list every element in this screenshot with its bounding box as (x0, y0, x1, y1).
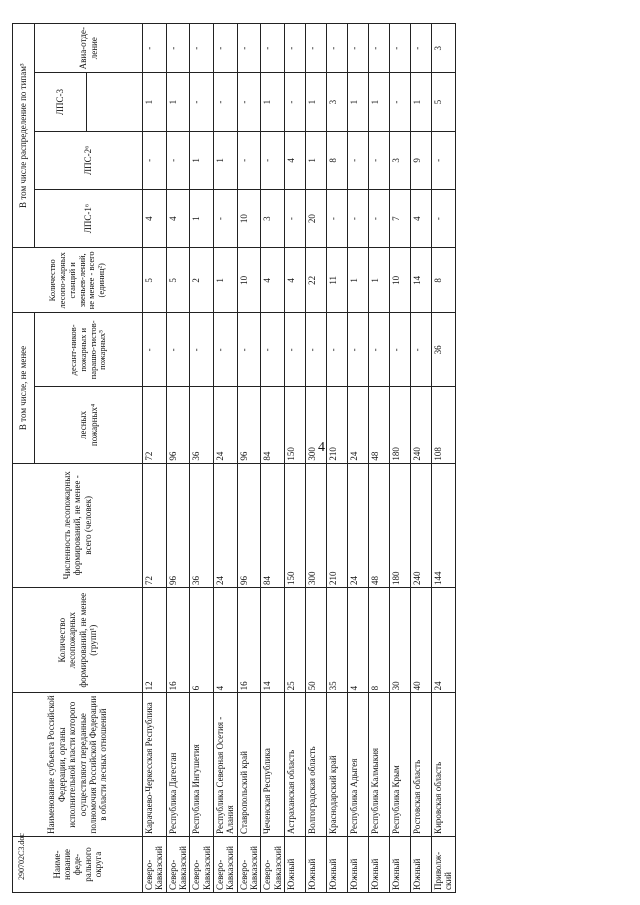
lps1-cell: - (369, 190, 390, 248)
stations-cell: 1 (348, 248, 369, 313)
avia-cell: - (190, 24, 214, 73)
paratroopers-cell: 36 (432, 313, 456, 387)
header-lps1: ЛПС-1⁶ (35, 190, 143, 248)
subject-cell: Республика Ингушетия (190, 693, 214, 837)
subject-cell: Ставропольский край (237, 693, 261, 837)
forest-fire-cell: 96 (166, 387, 190, 463)
lps3-cell: 1 (261, 73, 285, 131)
groups-cell: 16 (237, 588, 261, 693)
page-number: 4 (318, 440, 325, 455)
lps3-cell: 5 (432, 73, 456, 131)
lps3-cell: - (190, 73, 214, 131)
lps1-cell: 1 (190, 190, 214, 248)
forest-fire-cell: 48 (369, 387, 390, 463)
lps2-cell: - (166, 131, 190, 189)
avia-cell: - (369, 24, 390, 73)
staff-cell: 300 (306, 463, 327, 587)
avia-cell: - (237, 24, 261, 73)
lps2-cell: 1 (306, 131, 327, 189)
stations-cell: 8 (432, 248, 456, 313)
district-cell: Южный (369, 836, 390, 892)
subject-cell: Республика Северная Осетия - Алания (214, 693, 238, 837)
groups-cell: 35 (327, 588, 348, 693)
table-row (190, 24, 214, 893)
header-stations: Количество лесопо-жарных станций и звеньев-лений, не менее - всего (единиц²) (13, 248, 143, 313)
subject-cell: Ростовская область (411, 693, 432, 837)
groups-cell: 50 (306, 588, 327, 693)
stations-cell: 22 (306, 248, 327, 313)
lps2-cell: 8 (327, 131, 348, 189)
staff-cell: 84 (261, 463, 285, 587)
lps3-cell: - (237, 73, 261, 131)
avia-cell: - (285, 24, 306, 73)
lps1-cell: 10 (237, 190, 261, 248)
table-row (143, 24, 167, 893)
subject-cell: Республика Дагестан (166, 693, 190, 837)
subject-cell: Кировская область (432, 693, 456, 837)
table-row (306, 24, 327, 893)
stations-cell: 1 (369, 248, 390, 313)
stations-cell: 1 (214, 248, 238, 313)
header-district: Наиме-нование феде-рального округа (13, 836, 143, 892)
paratroopers-cell: - (411, 313, 432, 387)
avia-cell: - (166, 24, 190, 73)
district-cell: Северо-Кавказский (261, 836, 285, 892)
header-lps3: ЛПС-3 (35, 73, 87, 131)
table-row (390, 24, 411, 893)
lps1-cell: 20 (306, 190, 327, 248)
staff-cell: 24 (214, 463, 238, 587)
district-cell: Южный (285, 836, 306, 892)
avia-cell: - (143, 24, 167, 73)
header-distribution: В том числе распределение по типам³ (13, 24, 35, 248)
lps2-cell: 1 (214, 131, 238, 189)
lps3-cell: 1 (143, 73, 167, 131)
staff-cell: 144 (432, 463, 456, 587)
lps3-cell: - (214, 73, 238, 131)
lps2-cell: 1 (190, 131, 214, 189)
staff-cell: 24 (348, 463, 369, 587)
forest-fire-cell: 24 (214, 387, 238, 463)
lps3-cell: 1 (166, 73, 190, 131)
avia-cell: 3 (432, 24, 456, 73)
lps1-cell: - (432, 190, 456, 248)
lps1-cell: - (214, 190, 238, 248)
district-cell: Северо-Кавказский (166, 836, 190, 892)
lps1-cell: 3 (261, 190, 285, 248)
paratroopers-cell: - (214, 313, 238, 387)
district-cell: Южный (411, 836, 432, 892)
forest-fire-cell: 108 (432, 387, 456, 463)
groups-cell: 40 (411, 588, 432, 693)
subject-cell: Волгоградская область (306, 693, 327, 837)
lps1-cell: 4 (166, 190, 190, 248)
header-of-which: В том числе, не менее (13, 313, 35, 463)
stations-cell: 2 (190, 248, 214, 313)
avia-cell: - (411, 24, 432, 73)
staff-cell: 96 (237, 463, 261, 587)
lps1-cell: 7 (390, 190, 411, 248)
paratroopers-cell: - (261, 313, 285, 387)
table-row (327, 24, 348, 893)
header-lps3-blank (87, 73, 143, 131)
lps3-cell: 1 (411, 73, 432, 131)
paratroopers-cell: - (285, 313, 306, 387)
staff-cell: 240 (411, 463, 432, 587)
groups-cell: 6 (190, 588, 214, 693)
stations-cell: 10 (237, 248, 261, 313)
table-row (214, 24, 238, 893)
lps3-cell: 1 (306, 73, 327, 131)
paratroopers-cell: - (306, 313, 327, 387)
lps3-cell: 1 (348, 73, 369, 131)
subject-cell: Чеченская Республика (261, 693, 285, 837)
forest-fire-table (12, 23, 456, 893)
lps1-cell: - (348, 190, 369, 248)
table-body (143, 24, 456, 893)
paratroopers-cell: - (348, 313, 369, 387)
district-cell: Северо-Кавказский (237, 836, 261, 892)
district-cell: Северо-Кавказский (190, 836, 214, 892)
groups-cell: 25 (285, 588, 306, 693)
district-cell: Южный (306, 836, 327, 892)
header-lps2: ЛПС-2⁶ (35, 131, 143, 189)
subject-cell: Республика Калмыкия (369, 693, 390, 837)
avia-cell: - (390, 24, 411, 73)
lps2-cell: - (261, 131, 285, 189)
table-row (237, 24, 261, 893)
staff-cell: 150 (285, 463, 306, 587)
forest-fire-cell: 210 (327, 387, 348, 463)
stations-cell: 11 (327, 248, 348, 313)
forest-fire-cell: 72 (143, 387, 167, 463)
staff-cell: 96 (166, 463, 190, 587)
subject-cell: Карачаево-Черкесская Республика (143, 693, 167, 837)
lps3-cell: 3 (327, 73, 348, 131)
lps2-cell: - (237, 131, 261, 189)
forest-fire-cell: 84 (261, 387, 285, 463)
groups-cell: 4 (348, 588, 369, 693)
table-row (261, 24, 285, 893)
lps2-cell: - (432, 131, 456, 189)
stations-cell: 5 (143, 248, 167, 313)
header-groups: Количество лесопожарных формирований, не менее (групп¹) (13, 588, 143, 693)
forest-fire-cell: 36 (190, 387, 214, 463)
subject-cell: Республика Адыгея (348, 693, 369, 837)
groups-cell: 4 (214, 588, 238, 693)
table-row (285, 24, 306, 893)
rotated-table-container (12, 23, 474, 893)
table-row (166, 24, 190, 893)
header-staff: Численность лесопожарных формирований, не менее - всего (человек) (13, 463, 143, 587)
table-row (369, 24, 390, 893)
subject-cell: Республика Крым (390, 693, 411, 837)
groups-cell: 16 (166, 588, 190, 693)
lps1-cell: 4 (143, 190, 167, 248)
avia-cell: - (327, 24, 348, 73)
avia-cell: - (214, 24, 238, 73)
paratroopers-cell: - (190, 313, 214, 387)
paratroopers-cell: - (166, 313, 190, 387)
district-cell: Северо-Кавказский (143, 836, 167, 892)
subject-cell: Астраханская область (285, 693, 306, 837)
header-avia: Авиа-отде-ление (35, 24, 143, 73)
lps2-cell: 9 (411, 131, 432, 189)
header-subject: Наименование субъекта Российской Федерации, органы исполнительной власти которого осуществляют переданные полномочия Российской Федерации в области лесных отношений (13, 693, 143, 837)
lps3-cell: - (285, 73, 306, 131)
paratroopers-cell: - (390, 313, 411, 387)
forest-fire-cell: 24 (348, 387, 369, 463)
district-cell: Приволж-ский (432, 836, 456, 892)
lps2-cell: - (143, 131, 167, 189)
forest-fire-cell: 150 (285, 387, 306, 463)
district-cell: Северо-Кавказский (214, 836, 238, 892)
paratroopers-cell: - (327, 313, 348, 387)
staff-cell: 36 (190, 463, 214, 587)
staff-cell: 180 (390, 463, 411, 587)
groups-cell: 14 (261, 588, 285, 693)
paratroopers-cell: - (143, 313, 167, 387)
paratroopers-cell: - (369, 313, 390, 387)
stations-cell: 5 (166, 248, 190, 313)
district-cell: Южный (327, 836, 348, 892)
lps3-cell: 1 (369, 73, 390, 131)
district-cell: Южный (390, 836, 411, 892)
lps2-cell: 4 (285, 131, 306, 189)
lps1-cell: 4 (411, 190, 432, 248)
paratroopers-cell: - (237, 313, 261, 387)
forest-fire-cell: 300 (306, 387, 327, 463)
avia-cell: - (306, 24, 327, 73)
stations-cell: 14 (411, 248, 432, 313)
lps2-cell: 3 (390, 131, 411, 189)
groups-cell: 8 (369, 588, 390, 693)
staff-cell: 210 (327, 463, 348, 587)
header-forest-fire: лесных пожарных⁴ (35, 387, 143, 463)
avia-cell: - (348, 24, 369, 73)
lps2-cell: - (348, 131, 369, 189)
avia-cell: - (261, 24, 285, 73)
groups-cell: 30 (390, 588, 411, 693)
staff-cell: 48 (369, 463, 390, 587)
staff-cell: 72 (143, 463, 167, 587)
stations-cell: 10 (390, 248, 411, 313)
forest-fire-cell: 180 (390, 387, 411, 463)
groups-cell: 24 (432, 588, 456, 693)
subject-cell: Краснодарский край (327, 693, 348, 837)
table-row (348, 24, 369, 893)
forest-fire-cell: 240 (411, 387, 432, 463)
lps2-cell: - (369, 131, 390, 189)
district-cell: Южный (348, 836, 369, 892)
header-paratroopers: десант-ников-пожарных и парашю-тистов-пожарных⁵ (35, 313, 143, 387)
stations-cell: 4 (285, 248, 306, 313)
table-row (432, 24, 456, 893)
stations-cell: 4 (261, 248, 285, 313)
lps3-cell: - (390, 73, 411, 131)
footer-filename: 290702С3.doc (17, 833, 26, 880)
groups-cell: 12 (143, 588, 167, 693)
forest-fire-cell: 96 (237, 387, 261, 463)
table-row (411, 24, 432, 893)
lps1-cell: - (327, 190, 348, 248)
lps1-cell: - (285, 190, 306, 248)
